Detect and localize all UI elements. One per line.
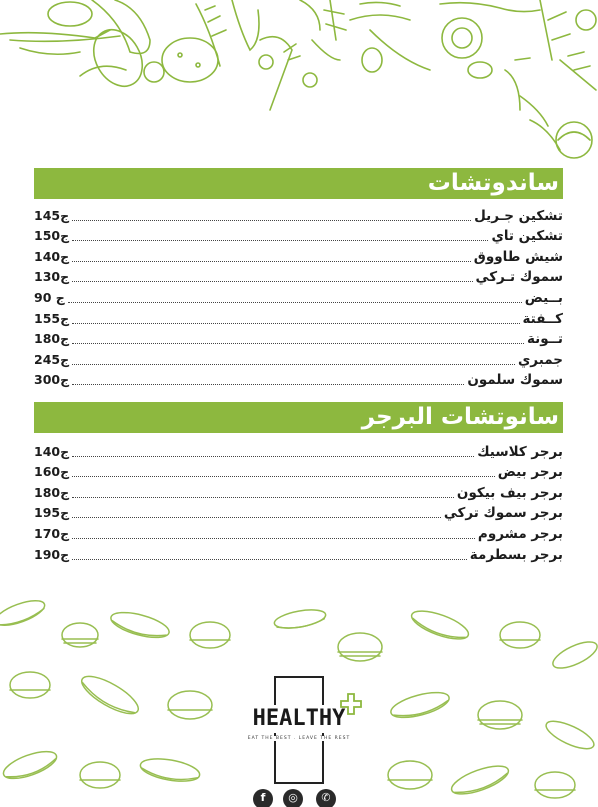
plus-icon <box>340 693 362 715</box>
item-name: برجر بيض <box>497 464 563 481</box>
menu-item <box>34 440 563 461</box>
item-price: 160ج <box>34 464 70 480</box>
vegetables-illustration <box>0 0 598 170</box>
menu-item <box>34 328 563 349</box>
menu-item <box>34 307 563 328</box>
item-name: برجر بيف بيكون <box>456 484 563 501</box>
section-title-burgers: سانوتشات البرجر <box>34 402 563 433</box>
menu-item <box>34 369 563 390</box>
item-name: سموك سلمون <box>467 372 563 389</box>
item-name: شيش طاووق <box>473 248 563 265</box>
sandwiches-list <box>34 204 563 389</box>
item-price: 130ج <box>34 269 70 285</box>
menu-item <box>34 245 563 266</box>
item-price: 180ج <box>34 331 70 347</box>
menu-item <box>34 286 563 307</box>
menu-item <box>34 204 563 225</box>
dotted-leader <box>72 537 475 539</box>
dotted-leader <box>72 516 441 518</box>
item-price: 90 ج <box>34 289 65 305</box>
dotted-leader <box>72 455 474 457</box>
menu-item <box>34 522 563 543</box>
item-name: برجر مشروم <box>477 525 563 542</box>
burgers-list <box>34 440 563 564</box>
item-name: كــفتة <box>522 310 563 327</box>
facebook-icon[interactable]: f <box>253 789 273 807</box>
dotted-leader <box>72 558 467 560</box>
item-name: تشكين تاي <box>491 228 563 245</box>
dotted-leader <box>72 322 519 324</box>
dotted-leader <box>72 475 495 477</box>
dotted-leader <box>68 301 522 303</box>
item-price: 150ج <box>34 228 70 244</box>
menu-item <box>34 543 563 564</box>
instagram-icon[interactable]: ◎ <box>283 789 303 807</box>
whatsapp-icon[interactable]: ✆ <box>316 789 336 807</box>
item-name: تــونة <box>526 331 563 348</box>
menu-item <box>34 348 563 369</box>
dotted-leader <box>72 363 515 365</box>
dotted-leader <box>72 260 471 262</box>
item-price: 300ج <box>34 372 70 388</box>
menu-item <box>34 225 563 246</box>
brand-logo: HEALTHY <box>243 705 355 733</box>
menu-item <box>34 266 563 287</box>
item-name: برجر بسطرمة <box>469 546 563 563</box>
section-title-sandwiches: ساندوتشات <box>34 168 563 199</box>
item-price: 145ج <box>34 207 70 223</box>
menu-item <box>34 502 563 523</box>
dotted-leader <box>72 342 524 344</box>
item-price: 140ج <box>34 248 70 264</box>
menu-item <box>34 481 563 502</box>
item-price: 140ج <box>34 443 70 459</box>
item-price: 195ج <box>34 505 70 521</box>
menu-item <box>34 461 563 482</box>
item-name: سموك تـركي <box>475 269 563 286</box>
item-price: 155ج <box>34 310 70 326</box>
item-name: برجر كلاسيك <box>477 443 563 460</box>
dotted-leader <box>72 383 464 385</box>
dotted-leader <box>72 219 471 221</box>
item-price: 190ج <box>34 546 70 562</box>
item-name: بــيض <box>524 289 563 306</box>
brand-tagline: EAT THE BEST . LEAVE THE REST <box>238 736 360 741</box>
dotted-leader <box>72 239 488 241</box>
item-price: 180ج <box>34 484 70 500</box>
dotted-leader <box>72 280 472 282</box>
dotted-leader <box>72 496 454 498</box>
item-name: تشكين جـريل <box>474 207 563 224</box>
item-name: جمبري <box>517 351 563 368</box>
item-price: 245ج <box>34 351 70 367</box>
item-price: 170ج <box>34 525 70 541</box>
item-name: برجر سموك تركي <box>443 505 563 522</box>
